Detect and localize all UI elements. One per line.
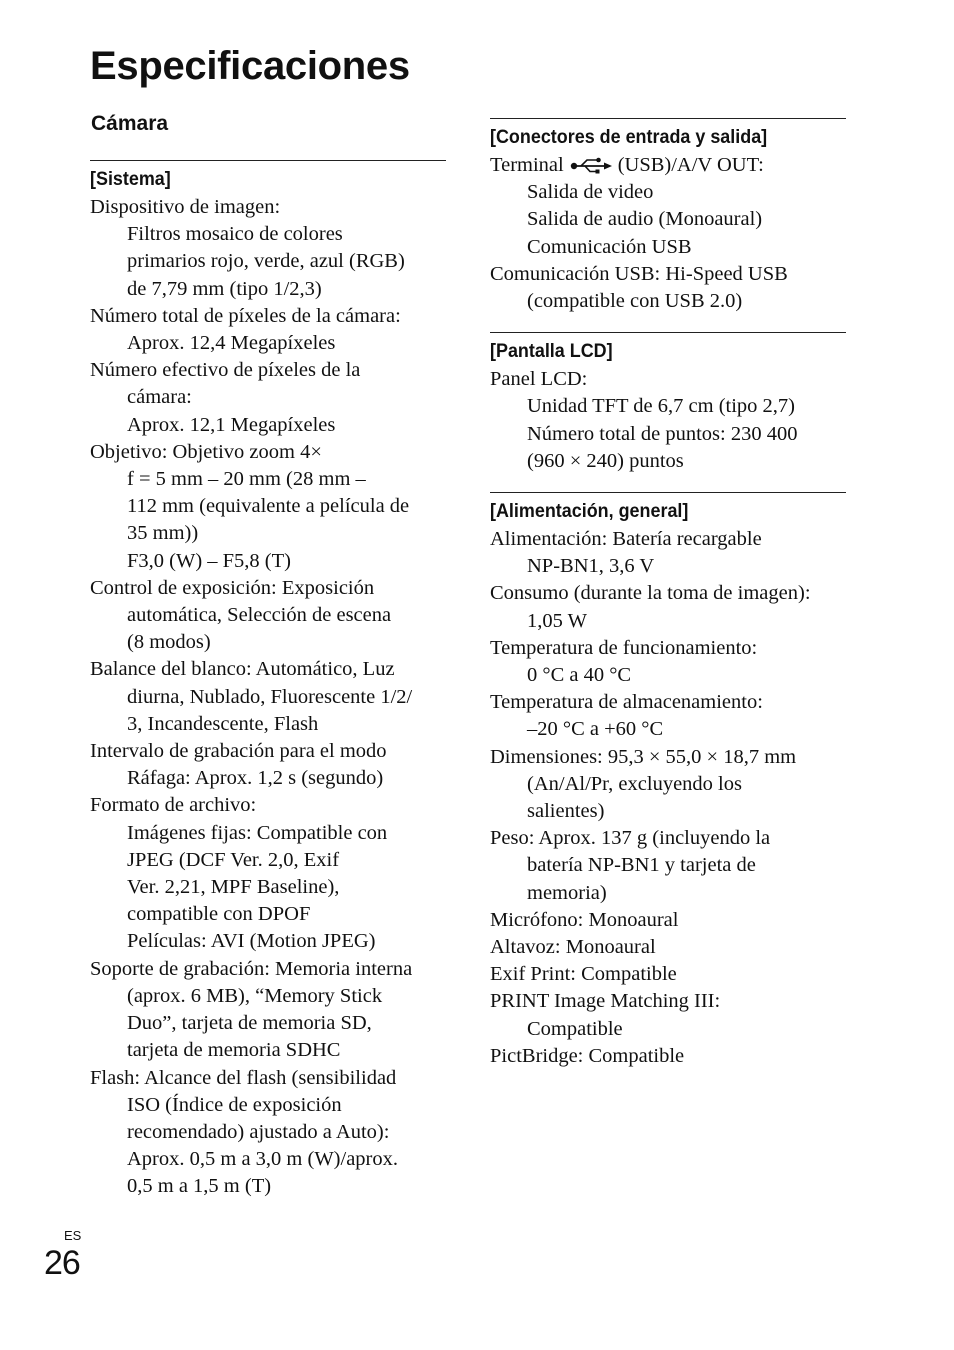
spec-subline: Ver. 2,21, MPF Baseline), [127,876,340,899]
spec-subline: 112 mm (equivalente a película de [127,495,410,518]
spec-subline: Compatible [527,1017,623,1040]
spec-entry [490,580,846,634]
section-heading-pantalla: [Pantalla LCD] [490,340,613,363]
spec-entry [490,934,846,961]
entry-list-alimentacion [490,526,846,1070]
spec-subline: diurna, Nublado, Fluorescente 1/2/ [127,685,413,708]
terminal-suffix: (USB)/A/V OUT: [617,154,764,176]
spec-subline: F3,0 (W) – F5,8 (T) [127,549,291,572]
spec-subline: (960 × 240) puntos [527,449,684,472]
spec-entry [490,366,846,475]
spec-subline: (compatible con USB 2.0) [527,290,743,313]
spec-entry [90,357,446,439]
spec-subline: 1,05 W [527,609,587,632]
spec-subline: salientes) [527,800,605,823]
spec-entry [90,303,446,357]
spec-label-line: Objetivo: Objetivo zoom 4× [90,440,322,463]
spec-label-line: PictBridge: Compatible [490,1044,685,1067]
spec-subline: memoria) [527,881,607,904]
spec-subline: cámara: [127,386,192,409]
spec-subline: tarjeta de memoria SDHC [127,1039,341,1062]
section-alimentacion [490,492,846,1070]
spec-entry [490,825,846,907]
spec-entry [490,261,846,315]
spec-entry [490,689,846,743]
left-column [90,160,446,1201]
spec-entry [490,961,846,988]
spec-entry [90,439,446,575]
page-number: 26 [44,1244,80,1282]
spec-label-line: Intervalo de grabación para el modo [90,740,387,763]
spec-subline: automática, Selección de escena [127,604,392,627]
spec-subline: compatible con DPOF [127,903,311,926]
spec-subline: 0 °C a 40 °C [527,664,632,687]
page-title: Especificaciones [90,44,410,88]
spec-entry [490,526,846,580]
spec-entry [90,194,446,303]
spec-label-line: Comunicación USB: Hi-Speed USB [490,262,788,285]
terminal-prefix: Terminal [490,154,564,176]
section-heading-conectores: [Conectores de entrada y salida] [490,126,768,148]
spec-subline: Aprox. 0,5 m a 3,0 m (W)/aprox. [127,1148,398,1171]
entry-list-sistema [90,194,446,1201]
spec-label-line: Control de exposición: Exposición [90,576,375,599]
spec-entry [490,988,846,1042]
spec-subline: batería NP-BN1 y tarjeta de [527,854,756,877]
spec-label-line: Temperatura de funcionamiento: [490,636,758,659]
spec-entry [90,656,446,738]
spec-entry [490,635,846,689]
spec-label-line: Temperatura de almacenamiento: [490,691,763,714]
spec-entry [90,792,446,955]
spec-entry [490,907,846,934]
spec-subline: Aprox. 12,1 Megapíxeles [127,413,336,436]
spec-subline: 3, Incandescente, Flash [127,712,319,735]
spec-subline: Aprox. 12,4 Megapíxeles [127,332,336,355]
right-column [490,118,846,1070]
spec-entry [490,1043,846,1070]
spec-entry-terminal [490,152,846,261]
spec-label-line: Consumo (durante la toma de imagen): [490,582,811,605]
spec-subline: Películas: AVI (Motion JPEG) [127,930,376,953]
spec-entry [90,1065,446,1201]
spec-subline: f = 5 mm – 20 mm (28 mm – [127,468,366,491]
spec-entry [490,744,846,826]
spec-entry [90,575,446,657]
spec-label-line: Micrófono: Monoaural [490,908,679,931]
terminal-line [490,152,846,179]
spec-subline: Ráfaga: Aprox. 1,2 s (segundo) [127,767,384,790]
spec-subline: Salida de audio (Monoaural) [527,208,763,231]
spec-subline: Unidad TFT de 6,7 cm (tipo 2,7) [527,395,795,418]
spec-entry [90,738,446,792]
spec-subline: Filtros mosaico de colores [127,223,343,246]
spec-label-line: Altavoz: Monoaural [490,936,656,959]
spec-subline: primarios rojo, verde, azul (RGB) [127,250,405,273]
spec-label-line: PRINT Image Matching III: [490,990,721,1013]
spec-label-line: Alimentación: Batería recargable [490,528,762,551]
spec-subline: (8 modos) [127,631,211,654]
spec-subline: Imágenes fijas: Compatible con [127,821,388,844]
spec-subline: (aprox. 6 MB), “Memory Stick [127,984,383,1007]
spec-label-line: Formato de archivo: [90,794,257,817]
section-heading-alimentacion: [Alimentación, general] [490,500,689,523]
spec-subline: (An/Al/Pr, excluyendo los [527,772,742,795]
spec-subline: 0,5 m a 1,5 m (T) [127,1175,272,1198]
spec-subline: Salida de video [527,181,654,204]
spec-subline: recomendado) ajustado a Auto): [127,1120,390,1143]
usb-icon [570,157,614,175]
entry-list-pantalla [490,366,846,475]
spec-subline: JPEG (DCF Ver. 2,0, Exif [127,848,340,871]
spec-label-line: Panel LCD: [490,368,588,391]
spec-subline: Número total de puntos: 230 400 [527,422,798,445]
spec-subline: Duo”, tarjeta de memoria SD, [127,1012,372,1035]
spec-label-line: Dimensiones: 95,3 × 55,0 × 18,7 mm [490,745,797,768]
spec-subline: Comunicación USB [527,235,692,258]
spec-label-line: Dispositivo de imagen: [90,196,281,218]
spec-label-line: Número total de píxeles de la cámara: [90,304,401,327]
entry-list-conectores [490,261,846,315]
spec-subline: NP-BN1, 3,6 V [527,555,655,578]
spec-label-line: Exif Print: Compatible [490,963,677,986]
spec-subline: –20 °C a +60 °C [527,718,664,741]
section-sistema [90,160,446,1201]
section-subtitle-camara: Cámara [91,112,169,135]
spec-entry [90,956,446,1065]
spec-subline: ISO (Índice de exposición [127,1093,342,1116]
spec-label-line: Soporte de grabación: Memoria interna [90,957,413,980]
section-heading-sistema: [Sistema] [90,168,171,190]
spec-label-line: Balance del blanco: Automático, Luz [90,658,395,681]
section-pantalla [490,332,846,475]
spec-subline: de 7,79 mm (tipo 1/2,3) [127,277,322,300]
section-conectores [490,118,846,315]
spec-label-line: Peso: Aprox. 137 g (incluyendo la [490,827,771,850]
spec-label-line: Número efectivo de píxeles de la [90,359,361,382]
spec-label-line: Flash: Alcance del flash (sensibilidad [90,1066,397,1089]
spec-subline: 35 mm)) [127,522,199,545]
language-code: ES [64,1228,82,1243]
